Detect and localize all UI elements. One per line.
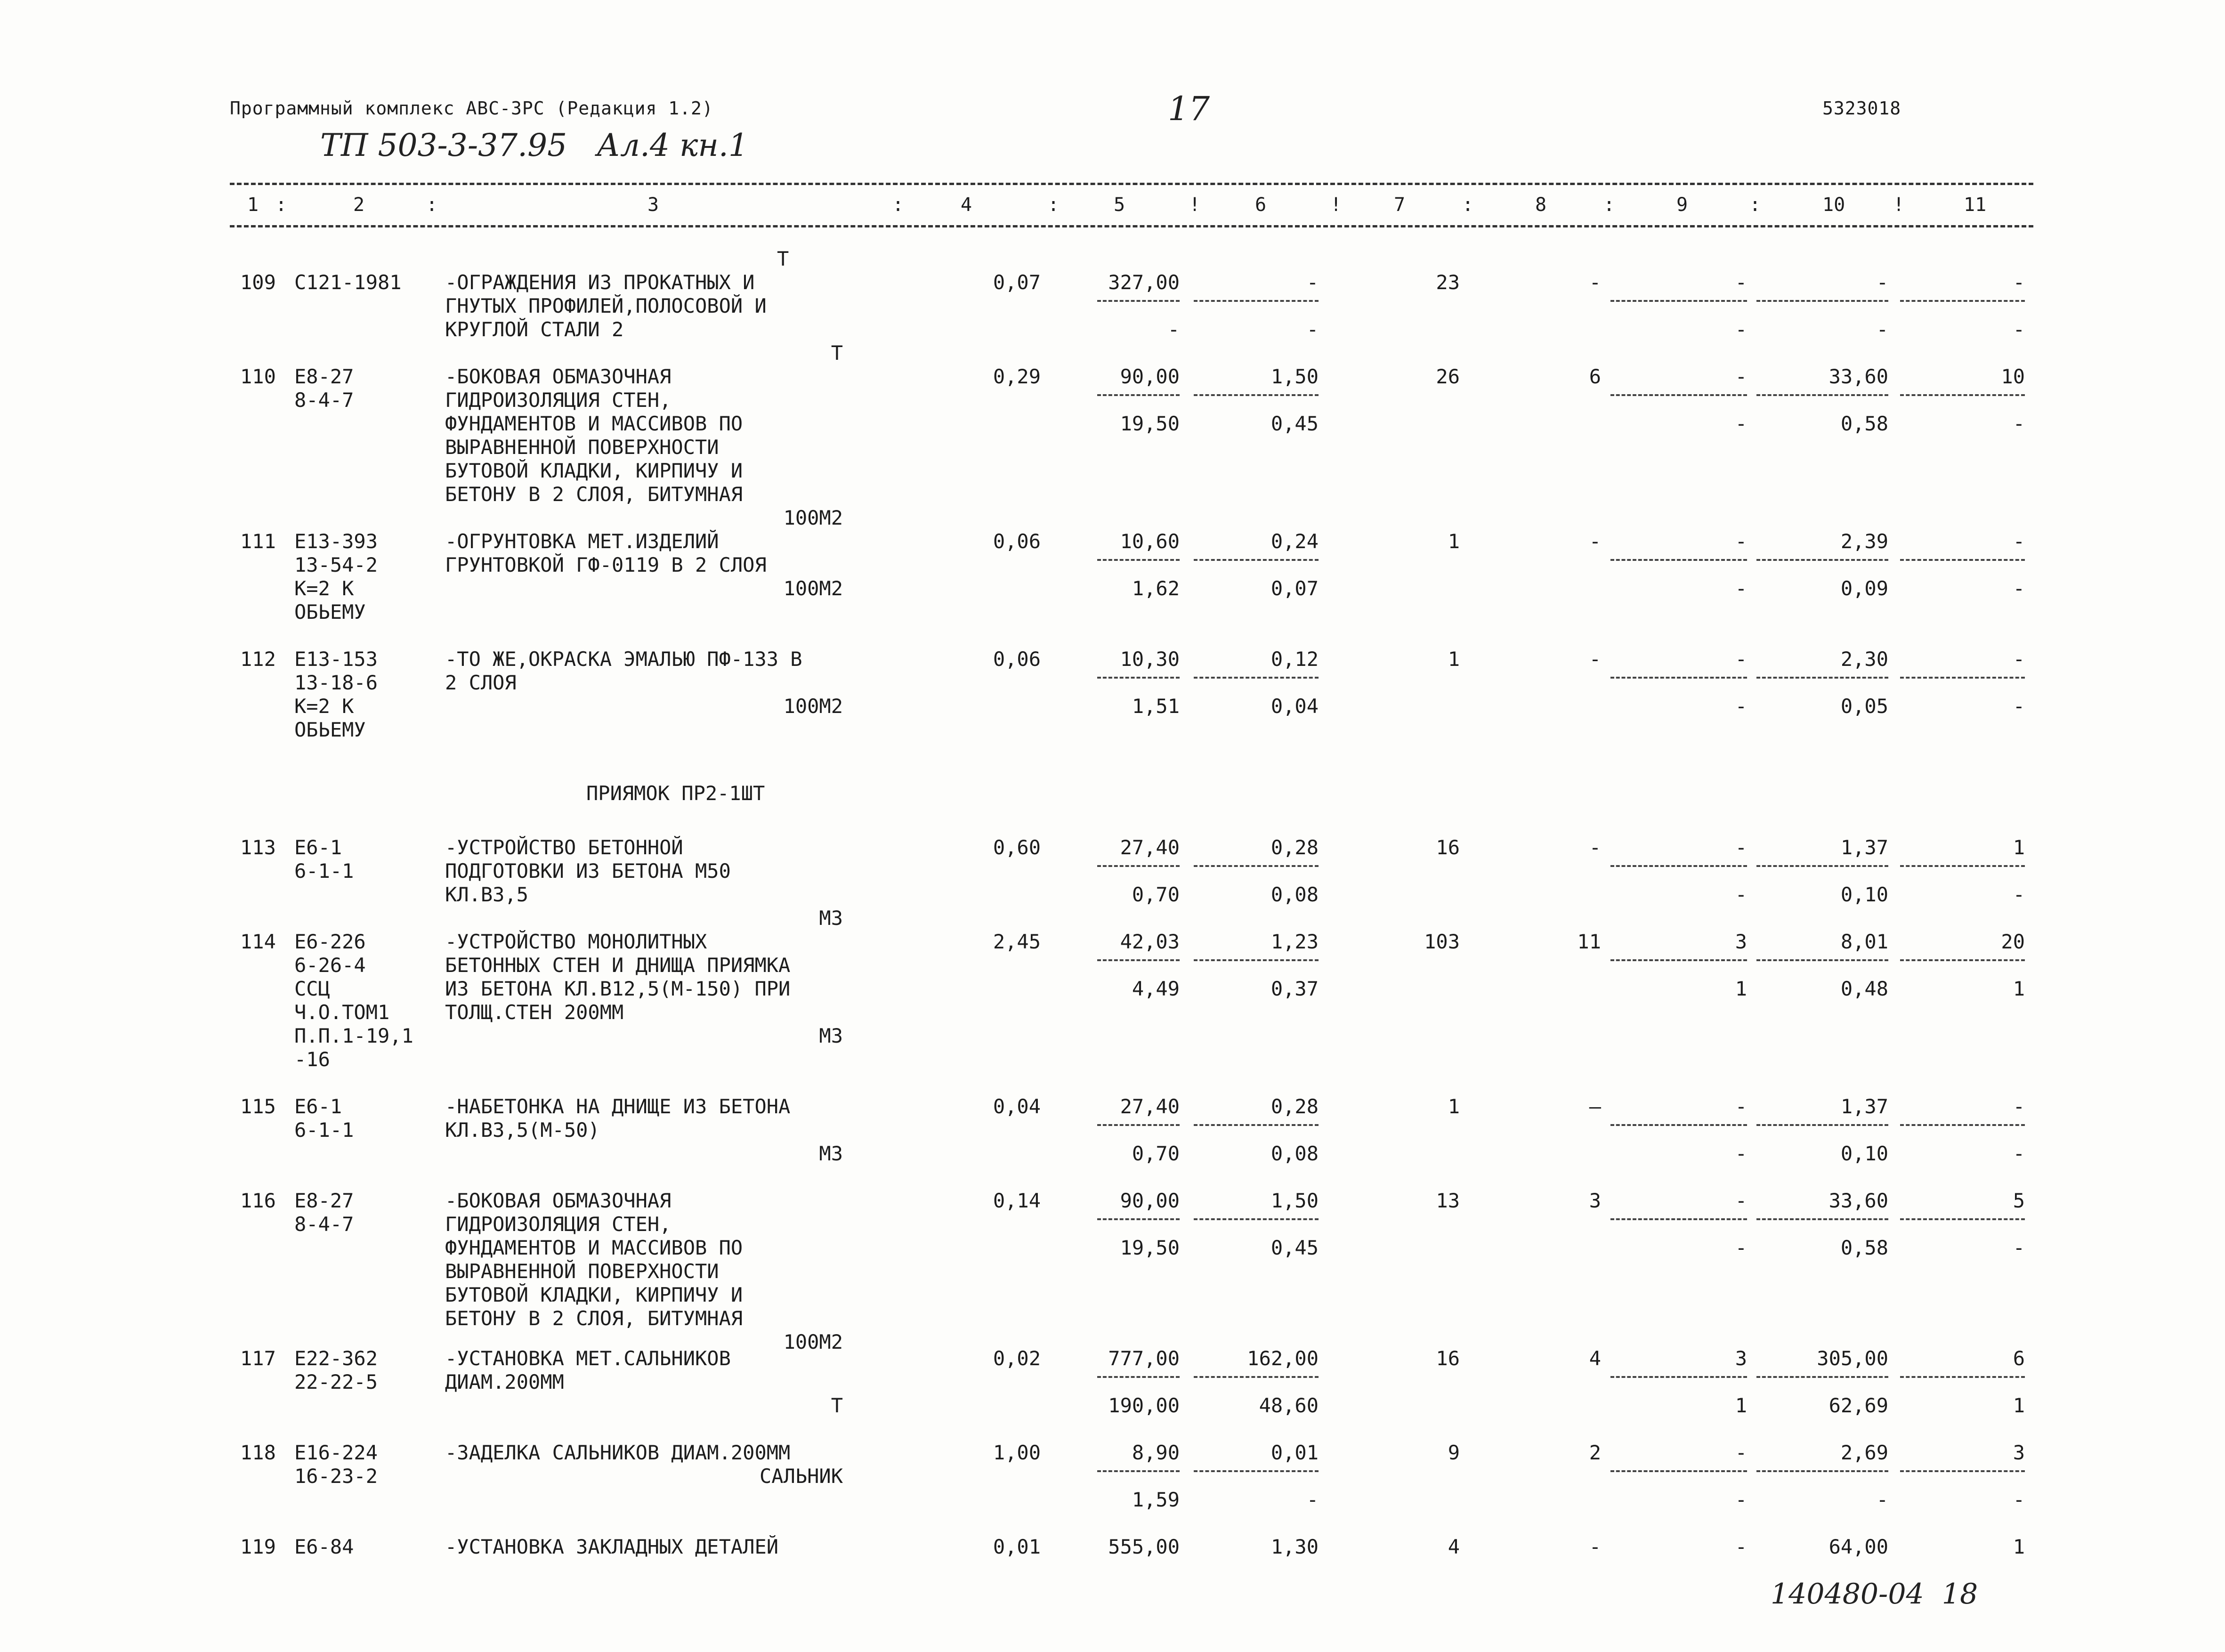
fraction-divider (1194, 865, 1319, 867)
cell-col11-bottom: - (2013, 1488, 2025, 1511)
cell-col6-bottom: - (1306, 318, 1319, 341)
fraction-divider (1194, 559, 1319, 561)
row-number: 112 (240, 648, 276, 671)
fraction-divider (1097, 959, 1180, 961)
cell-col6-top: 0,01 (1270, 1441, 1319, 1464)
row-code: 13-54-2 (294, 553, 378, 576)
row-description: КЛ.В3,5 (445, 883, 529, 906)
row-code: ОБЬЕМУ (294, 718, 366, 741)
cell-col6-bottom: - (1306, 1488, 1319, 1511)
fraction-divider (1900, 1376, 2025, 1378)
row-number: 110 (240, 365, 276, 388)
cell-col10-top: 2,30 (1840, 648, 1888, 671)
fraction-divider (1194, 300, 1319, 302)
cell-col9-bottom: - (1735, 577, 1747, 600)
cell-col10-bottom: 0,09 (1840, 577, 1888, 600)
cell-col8: - (1589, 648, 1601, 671)
row-description: -УСТРОЙСТВО МОНОЛИТНЫХ (445, 930, 707, 953)
cell-col5-bottom: 0,70 (1132, 1142, 1180, 1165)
cell-col11-bottom: 1 (2013, 977, 2025, 1000)
cell-col11-top: 5 (2013, 1189, 2025, 1212)
fraction-divider (1610, 677, 1747, 679)
fraction-divider (1756, 677, 1888, 679)
cell-col10-top: 33,60 (1829, 1189, 1888, 1212)
fraction-divider (1900, 1470, 2025, 1472)
fraction-divider (1097, 865, 1180, 867)
fraction-divider (1900, 959, 2025, 961)
row-code: 8-4-7 (294, 389, 354, 412)
row-code: Е6-1 (294, 1095, 342, 1118)
cell-col11-bottom: - (2013, 1142, 2025, 1165)
row-unit-top: Т (777, 247, 789, 270)
cell-col7: 23 (1436, 271, 1460, 294)
cell-col5-top: 90,00 (1120, 365, 1180, 388)
row-code: Е6-84 (294, 1535, 354, 1558)
cell-col9-top: - (1735, 648, 1747, 671)
row-code: 13-18-6 (294, 671, 378, 694)
row-unit: М3 (819, 1024, 843, 1047)
column-header-5: 5 (1114, 194, 1125, 216)
cell-col8: — (1589, 1095, 1601, 1118)
fraction-divider (1194, 394, 1319, 396)
cell-col8: 4 (1589, 1347, 1601, 1370)
cell-col4: 0,29 (993, 365, 1041, 388)
row-code: Е13-393 (294, 530, 378, 553)
column-header-3: 3 (647, 194, 659, 216)
cell-col9-bottom: 1 (1735, 977, 1747, 1000)
program-title: Программный комплекс АВС-3РС (Редакция 1.2) (230, 98, 713, 119)
cell-col6-top: 162,00 (1247, 1347, 1319, 1370)
row-code: Е6-226 (294, 930, 366, 953)
cell-col5-bottom: 19,50 (1120, 1236, 1180, 1259)
row-code: Е8-27 (294, 1189, 354, 1212)
cell-col5-bottom: 1,59 (1132, 1488, 1180, 1511)
row-description: -ТО ЖЕ,ОКРАСКА ЭМАЛЬЮ ПФ-133 В (445, 648, 802, 671)
cell-col5-top: 555,00 (1108, 1535, 1180, 1558)
cell-col8: - (1589, 1535, 1601, 1558)
cell-col9-bottom: - (1735, 1236, 1747, 1259)
cell-col10-bottom: 0,48 (1840, 977, 1888, 1000)
fraction-divider (1194, 959, 1319, 961)
cell-col10-top: 305,00 (1817, 1347, 1888, 1370)
row-number: 113 (240, 836, 276, 859)
fraction-divider (1900, 300, 2025, 302)
cell-col8: 2 (1589, 1441, 1601, 1464)
cell-col8: - (1589, 836, 1601, 859)
handwritten-reference: ТП 503-3-37.95 Ал.4 кн.1 (320, 127, 748, 163)
column-header-10: 10 (1822, 194, 1845, 216)
column-header-9: 9 (1676, 194, 1688, 216)
cell-col6-top: 1,50 (1270, 1189, 1319, 1212)
row-description: ДИАМ.200ММ (445, 1370, 564, 1393)
cell-col9-bottom: - (1735, 1142, 1747, 1165)
cell-col6-bottom: 0,37 (1270, 977, 1319, 1000)
cell-col9-top: - (1735, 271, 1747, 294)
cell-col10-bottom: 0,10 (1840, 1142, 1888, 1165)
row-number: 117 (240, 1347, 276, 1370)
row-description: БУТОВОЙ КЛАДКИ, КИРПИЧУ И (445, 1283, 743, 1306)
fraction-divider (1194, 1124, 1319, 1126)
fraction-divider (1610, 394, 1747, 396)
cell-col6-top: 0,28 (1270, 836, 1319, 859)
cell-col5-top: 27,40 (1120, 836, 1180, 859)
column-separator: : (892, 194, 904, 216)
cell-col6-top: 1,30 (1270, 1535, 1319, 1558)
column-separator: : (1048, 194, 1060, 216)
cell-col11-bottom: - (2013, 883, 2025, 906)
row-number: 116 (240, 1189, 276, 1212)
header-rule-top (230, 183, 2033, 185)
cell-col11-top: 20 (2001, 930, 2025, 953)
cell-col5-top: 90,00 (1120, 1189, 1180, 1212)
row-code: 8-4-7 (294, 1213, 354, 1236)
fraction-divider (1097, 394, 1180, 396)
row-code: Е22-362 (294, 1347, 378, 1370)
fraction-divider (1097, 1124, 1180, 1126)
row-code: К=2 К (294, 577, 354, 600)
cell-col10-top: 2,69 (1840, 1441, 1888, 1464)
fraction-divider (1900, 394, 2025, 396)
cell-col7: 13 (1436, 1189, 1460, 1212)
cell-col9-top: 3 (1735, 930, 1747, 953)
fraction-divider (1610, 1376, 1747, 1378)
row-unit: 100М2 (783, 695, 843, 718)
column-separator: ! (1330, 194, 1342, 216)
row-description: -УСТРОЙСТВО БЕТОННОЙ (445, 836, 683, 859)
cell-col6-top: 0,28 (1270, 1095, 1319, 1118)
cell-col5-top: 8,90 (1132, 1441, 1180, 1464)
row-code: П.П.1-19,1 (294, 1024, 413, 1047)
cell-col5-top: 777,00 (1108, 1347, 1180, 1370)
row-description: КРУГЛОЙ СТАЛИ 2 (445, 318, 624, 341)
cell-col7: 1 (1448, 1095, 1460, 1118)
cell-col5-top: 27,40 (1120, 1095, 1180, 1118)
column-header-7: 7 (1394, 194, 1406, 216)
fraction-divider (1610, 1470, 1747, 1472)
row-description: ФУНДАМЕНТОВ И МАССИВОВ ПО (445, 412, 743, 435)
fraction-divider (1756, 959, 1888, 961)
row-code: Е13-153 (294, 648, 378, 671)
row-description: ТОЛЩ.СТЕН 200ММ (445, 1001, 624, 1024)
document-code: 5323018 (1822, 98, 1901, 119)
row-unit: 100М2 (783, 1330, 843, 1353)
cell-col11-bottom: 1 (2013, 1394, 2025, 1417)
fraction-divider (1610, 1124, 1747, 1126)
fraction-divider (1756, 865, 1888, 867)
cell-col5-bottom: 190,00 (1108, 1394, 1180, 1417)
row-unit: Т (831, 341, 843, 364)
cell-col10-bottom: 62,69 (1829, 1394, 1888, 1417)
column-separator: : (426, 194, 438, 216)
page-number: 17 (1168, 89, 1210, 128)
cell-col10-bottom: 0,05 (1840, 695, 1888, 718)
column-separator: : (1462, 194, 1474, 216)
cell-col4: 0,04 (993, 1095, 1041, 1118)
row-code: 6-1-1 (294, 1118, 354, 1142)
row-code: 22-22-5 (294, 1370, 378, 1393)
row-number: 119 (240, 1535, 276, 1558)
cell-col4: 0,06 (993, 530, 1041, 553)
cell-col6-top: 1,23 (1270, 930, 1319, 953)
row-description: 2 СЛОЯ (445, 671, 517, 694)
row-description: -БОКОВАЯ ОБМАЗОЧНАЯ (445, 1189, 672, 1212)
fraction-divider (1900, 1124, 2025, 1126)
row-description: ГИДРОИЗОЛЯЦИЯ СТЕН, (445, 389, 672, 412)
header-rule-bottom (230, 225, 2033, 227)
cell-col11-bottom: - (2013, 1236, 2025, 1259)
cell-col4: 2,45 (993, 930, 1041, 953)
cell-col11-top: 6 (2013, 1347, 2025, 1370)
fraction-divider (1610, 559, 1747, 561)
column-separator: : (1603, 194, 1615, 216)
row-description: ПОДГОТОВКИ ИЗ БЕТОНА М50 (445, 859, 731, 883)
row-description: ВЫРАВНЕННОЙ ПОВЕРХНОСТИ (445, 436, 719, 459)
row-description: ИЗ БЕТОНА КЛ.В12,5(М-150) ПРИ (445, 977, 791, 1000)
row-description: -ОГРУНТОВКА МЕТ.ИЗДЕЛИЙ (445, 530, 719, 553)
cell-col5-top: 42,03 (1120, 930, 1180, 953)
cell-col11-bottom: - (2013, 318, 2025, 341)
cell-col9-top: - (1735, 1189, 1747, 1212)
cell-col11-top: - (2013, 271, 2025, 294)
row-unit: М3 (819, 907, 843, 930)
cell-col5-bottom: 0,70 (1132, 883, 1180, 906)
cell-col5-bottom: 1,62 (1132, 577, 1180, 600)
cell-col11-top: 3 (2013, 1441, 2025, 1464)
row-description: БЕТОНУ В 2 СЛОЯ, БИТУМНАЯ (445, 483, 743, 506)
cell-col4: 0,06 (993, 648, 1041, 671)
cell-col4: 0,02 (993, 1347, 1041, 1370)
column-separator: : (275, 194, 287, 216)
row-unit: САЛЬНИК (759, 1465, 843, 1488)
fraction-divider (1194, 1376, 1319, 1378)
row-code: Е6-1 (294, 836, 342, 859)
fraction-divider (1900, 1218, 2025, 1220)
cell-col10-bottom: - (1876, 1488, 1888, 1511)
fraction-divider (1756, 1376, 1888, 1378)
cell-col6-top: 0,24 (1270, 530, 1319, 553)
cell-col11-top: 1 (2013, 836, 2025, 859)
cell-col10-bottom: - (1876, 318, 1888, 341)
row-code: Е8-27 (294, 365, 354, 388)
cell-col7: 16 (1436, 836, 1460, 859)
cell-col9-top: 3 (1735, 1347, 1747, 1370)
fraction-divider (1194, 1218, 1319, 1220)
cell-col5-top: 327,00 (1108, 271, 1180, 294)
cell-col10-top: 1,37 (1840, 1095, 1888, 1118)
row-description: КЛ.В3,5(М-50) (445, 1118, 600, 1142)
row-code: Е16-224 (294, 1441, 378, 1464)
cell-col8: - (1589, 530, 1601, 553)
fraction-divider (1756, 1470, 1888, 1472)
row-description: ГИДРОИЗОЛЯЦИЯ СТЕН, (445, 1213, 672, 1236)
cell-col5-top: 10,30 (1120, 648, 1180, 671)
column-separator: ! (1189, 194, 1201, 216)
cell-col10-top: 64,00 (1829, 1535, 1888, 1558)
fraction-divider (1097, 300, 1180, 302)
fraction-divider (1756, 300, 1888, 302)
cell-col6-bottom: 48,60 (1259, 1394, 1319, 1417)
cell-col6-bottom: 0,07 (1270, 577, 1319, 600)
row-code: С121-1981 (294, 271, 402, 294)
row-description: -УСТАНОВКА МЕТ.САЛЬНИКОВ (445, 1347, 731, 1370)
cell-col9-top: - (1735, 1535, 1747, 1558)
cell-col6-bottom: 0,45 (1270, 412, 1319, 435)
row-unit: Т (831, 1394, 843, 1417)
cell-col11-bottom: - (2013, 412, 2025, 435)
cell-col9-bottom: - (1735, 695, 1747, 718)
row-unit: 100М2 (783, 577, 843, 600)
row-code: -16 (294, 1048, 330, 1071)
cell-col11-top: 10 (2001, 365, 2025, 388)
row-description: -ЗАДЕЛКА САЛЬНИКОВ ДИАМ.200ММ (445, 1441, 791, 1464)
fraction-divider (1756, 1218, 1888, 1220)
cell-col8: - (1589, 271, 1601, 294)
fraction-divider (1900, 677, 2025, 679)
row-code: 16-23-2 (294, 1465, 378, 1488)
cell-col4: 0,60 (993, 836, 1041, 859)
cell-col5-bottom: 1,51 (1132, 695, 1180, 718)
row-code: 6-26-4 (294, 954, 366, 977)
cell-col9-top: - (1735, 836, 1747, 859)
column-separator: ! (1893, 194, 1905, 216)
fraction-divider (1097, 1470, 1180, 1472)
cell-col5-top: 10,60 (1120, 530, 1180, 553)
column-header-2: 2 (353, 194, 365, 216)
cell-col7: 1 (1448, 648, 1460, 671)
handwritten-footer-note: 140480-04 18 (1771, 1578, 1978, 1611)
cell-col10-top: 33,60 (1829, 365, 1888, 388)
cell-col7: 9 (1448, 1441, 1460, 1464)
fraction-divider (1900, 559, 2025, 561)
cell-col5-bottom: 19,50 (1120, 412, 1180, 435)
cell-col10-bottom: 0,58 (1840, 412, 1888, 435)
fraction-divider (1097, 559, 1180, 561)
row-description: БЕТОННЫХ СТЕН И ДНИЩА ПРИЯМКА (445, 954, 791, 977)
cell-col7: 103 (1424, 930, 1460, 953)
fraction-divider (1194, 1470, 1319, 1472)
fraction-divider (1194, 677, 1319, 679)
cell-col11-top: - (2013, 1095, 2025, 1118)
row-description: БЕТОНУ В 2 СЛОЯ, БИТУМНАЯ (445, 1307, 743, 1330)
cell-col6-top: - (1306, 271, 1319, 294)
fraction-divider (1756, 394, 1888, 396)
fraction-divider (1097, 677, 1180, 679)
cell-col4: 0,07 (993, 271, 1041, 294)
column-header-4: 4 (961, 194, 972, 216)
row-number: 118 (240, 1441, 276, 1464)
cell-col7: 4 (1448, 1535, 1460, 1558)
row-code: Ч.О.ТОМ1 (294, 1001, 390, 1024)
row-description: -НАБЕТОНКА НА ДНИЩЕ ИЗ БЕТОНА (445, 1095, 791, 1118)
cell-col6-bottom: 0,08 (1270, 1142, 1319, 1165)
cell-col6-top: 0,12 (1270, 648, 1319, 671)
fraction-divider (1610, 865, 1747, 867)
cell-col7: 1 (1448, 530, 1460, 553)
cell-col6-bottom: 0,08 (1270, 883, 1319, 906)
fraction-divider (1610, 959, 1747, 961)
cell-col6-bottom: 0,04 (1270, 695, 1319, 718)
row-description: БУТОВОЙ КЛАДКИ, КИРПИЧУ И (445, 459, 743, 482)
cell-col6-top: 1,50 (1270, 365, 1319, 388)
cell-col9-top: - (1735, 365, 1747, 388)
row-code: ОБЬЕМУ (294, 600, 366, 624)
fraction-divider (1756, 1124, 1888, 1126)
fraction-divider (1900, 865, 2025, 867)
cell-col4: 0,01 (993, 1535, 1041, 1558)
row-number: 115 (240, 1095, 276, 1118)
row-description: ФУНДАМЕНТОВ И МАССИВОВ ПО (445, 1236, 743, 1259)
cell-col4: 1,00 (993, 1441, 1041, 1464)
cell-col9-top: - (1735, 530, 1747, 553)
row-description: ВЫРАВНЕННОЙ ПОВЕРХНОСТИ (445, 1260, 719, 1283)
row-description: -УСТАНОВКА ЗАКЛАДНЫХ ДЕТАЛЕЙ (445, 1535, 779, 1558)
column-header-6: 6 (1255, 194, 1267, 216)
row-code: 6-1-1 (294, 859, 354, 883)
row-unit: М3 (819, 1142, 843, 1165)
row-description: ГНУТЫХ ПРОФИЛЕЙ,ПОЛОСОВОЙ И (445, 294, 767, 317)
row-description: ГРУНТОВКОЙ ГФ-0119 В 2 СЛОЯ (445, 553, 767, 576)
cell-col5-bottom: - (1167, 318, 1180, 341)
cell-col8: 11 (1577, 930, 1601, 953)
column-separator: : (1749, 194, 1761, 216)
cell-col9-bottom: - (1735, 318, 1747, 341)
cell-col9-bottom: - (1735, 412, 1747, 435)
cell-col10-bottom: 0,10 (1840, 883, 1888, 906)
fraction-divider (1097, 1376, 1180, 1378)
cell-col11-top: 1 (2013, 1535, 2025, 1558)
cell-col7: 16 (1436, 1347, 1460, 1370)
row-number: 114 (240, 930, 276, 953)
row-number: 111 (240, 530, 276, 553)
cell-col6-bottom: 0,45 (1270, 1236, 1319, 1259)
cell-col11-bottom: - (2013, 695, 2025, 718)
row-code: К=2 К (294, 695, 354, 718)
row-code: ССЦ (294, 977, 330, 1000)
cell-col10-top: - (1876, 271, 1888, 294)
cell-col10-top: 1,37 (1840, 836, 1888, 859)
cell-col9-top: - (1735, 1441, 1747, 1464)
cell-col5-bottom: 4,49 (1132, 977, 1180, 1000)
cell-col10-top: 8,01 (1840, 930, 1888, 953)
cell-col11-bottom: - (2013, 577, 2025, 600)
row-unit: 100М2 (783, 506, 843, 529)
cell-col9-bottom: - (1735, 1488, 1747, 1511)
section-title: ПРИЯМОК ПР2-1ШТ (586, 782, 765, 805)
column-header-8: 8 (1535, 194, 1547, 216)
cell-col8: 6 (1589, 365, 1601, 388)
cell-col11-top: - (2013, 530, 2025, 553)
cell-col10-top: 2,39 (1840, 530, 1888, 553)
cell-col7: 26 (1436, 365, 1460, 388)
row-description: -БОКОВАЯ ОБМАЗОЧНАЯ (445, 365, 672, 388)
fraction-divider (1756, 559, 1888, 561)
cell-col8: 3 (1589, 1189, 1601, 1212)
row-number: 109 (240, 271, 276, 294)
cell-col9-bottom: 1 (1735, 1394, 1747, 1417)
cell-col4: 0,14 (993, 1189, 1041, 1212)
column-header-11: 11 (1964, 194, 1987, 216)
cell-col9-bottom: - (1735, 883, 1747, 906)
cell-col10-bottom: 0,58 (1840, 1236, 1888, 1259)
row-description: -ОГРАЖДЕНИЯ ИЗ ПРОКАТНЫХ И (445, 271, 755, 294)
cell-col11-top: - (2013, 648, 2025, 671)
cell-col9-top: - (1735, 1095, 1747, 1118)
column-header-1: 1 (247, 194, 259, 216)
fraction-divider (1610, 300, 1747, 302)
fraction-divider (1097, 1218, 1180, 1220)
fraction-divider (1610, 1218, 1747, 1220)
